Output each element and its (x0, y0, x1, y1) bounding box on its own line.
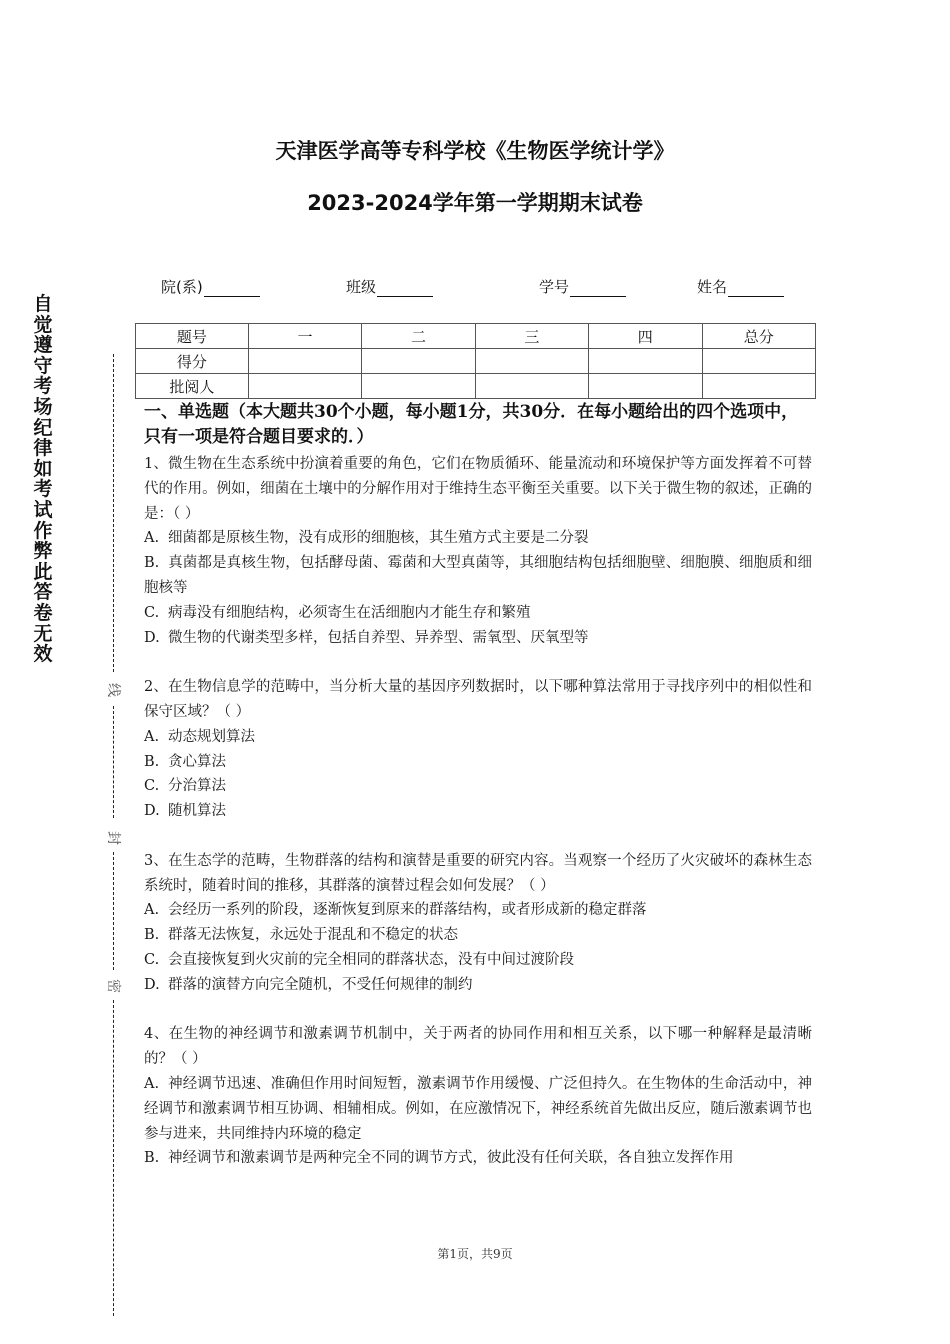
option-text: 群落无法恢复，永远处于混乱和不稳定的状态 (168, 927, 458, 944)
question-3 (144, 849, 812, 998)
option-label: B. (144, 753, 160, 770)
option-text: 随机算法 (168, 803, 226, 820)
score-table-header: 四 (589, 324, 702, 349)
option-text: 细菌都是原核生物，没有成形的细胞核，其生殖方式主要是二分裂 (168, 530, 589, 547)
option-a[interactable] (144, 898, 812, 923)
option-a[interactable] (144, 1072, 812, 1146)
option-text: 会经历一系列的阶段，逐渐恢复到原来的群落结构，或者形成新的稳定群落 (168, 902, 647, 919)
question-stem: 1、微生物在生态系统中扮演着重要的角色，它们在物质循环、能量流动和环境保护等方面发挥着不可替代的作用。例如，细菌在土壤中的分解作用对于维持生态平衡至关重要。以下关于微生物的叙述，正确的是：（ ） (144, 456, 812, 522)
option-b[interactable] (144, 750, 812, 775)
question-4 (144, 1022, 812, 1171)
option-b[interactable] (144, 923, 812, 948)
score-cell[interactable] (248, 349, 361, 374)
question-2 (144, 675, 812, 824)
option-label: A. (144, 902, 160, 919)
option-label: C. (144, 951, 160, 968)
score-table-header: 题号 (136, 324, 249, 349)
name-field[interactable] (697, 276, 784, 297)
score-table-header: 总分 (702, 324, 815, 349)
grader-cell[interactable] (702, 374, 815, 399)
department-label: 院(系) (161, 278, 203, 296)
option-a[interactable] (144, 725, 812, 750)
question-stem: 4、在生物的神经调节和激素调节机制中，关于两者的协同作用和相互关系，以下哪一种解释是最清晰的？（ ） (144, 1026, 812, 1068)
option-b[interactable] (144, 551, 812, 601)
score-table-header: 三 (475, 324, 588, 349)
score-table-header-row (136, 324, 816, 349)
option-label: B. (144, 927, 160, 944)
score-table (135, 323, 816, 399)
score-cell[interactable] (702, 349, 815, 374)
option-text: 贪心算法 (168, 753, 226, 770)
option-c[interactable] (144, 948, 812, 973)
binding-dashed-line (113, 852, 114, 970)
option-text: 会直接恢复到火灾前的完全相同的群落状态，没有中间过渡阶段 (168, 951, 574, 968)
score-cell[interactable] (362, 349, 475, 374)
option-label: B. (144, 1150, 160, 1167)
option-d[interactable] (144, 626, 812, 651)
option-d[interactable] (144, 973, 812, 998)
score-row-label: 得分 (136, 349, 249, 374)
option-label: C. (144, 604, 160, 621)
option-text: 微生物的代谢类型多样，包括自养型、异养型、需氧型、厌氧型等 (168, 629, 589, 646)
binding-dashed-line (113, 706, 114, 818)
binding-dashed-line (113, 354, 114, 672)
option-text: 动态规划算法 (168, 728, 255, 745)
option-label: A. (144, 1075, 160, 1092)
option-label: A. (144, 530, 160, 547)
binding-label-line: 线 (105, 683, 121, 697)
exam-title-term: 2023-2024学年第一学期期末试卷 (307, 191, 643, 215)
score-table-row-grader (136, 374, 816, 399)
score-table-header: 二 (362, 324, 475, 349)
grader-cell[interactable] (475, 374, 588, 399)
question-1 (144, 452, 812, 650)
grader-row-label: 批阅人 (136, 374, 249, 399)
binding-label-secret: 密 (105, 979, 121, 993)
option-label: D. (144, 976, 160, 993)
option-label: C. (144, 778, 160, 795)
option-text: 病毒没有细胞结构，必须寄生在活细胞内才能生存和繁殖 (168, 604, 531, 621)
option-c[interactable] (144, 601, 812, 626)
name-blank[interactable] (728, 281, 784, 297)
option-label: B. (144, 555, 160, 572)
option-label: D. (144, 629, 160, 646)
class-label: 班级 (346, 278, 377, 296)
binding-label-seal: 封 (105, 831, 121, 845)
option-text: 神经调节迅速、准确但作用时间短暂，激素调节作用缓慢、广泛但持久。在生物体的生命活动中，神经调节和激素调节相互协调、相辅相成。例如，在应激情况下，神经系统首先做出反应，随后激素调节也参与进来，共同维持内环境的稳定 (144, 1075, 812, 1142)
grader-cell[interactable] (248, 374, 361, 399)
name-label: 姓名 (697, 278, 728, 296)
student-id-blank[interactable] (570, 281, 626, 297)
page-number-footer: 第1页，共9页 (437, 1247, 513, 1261)
grader-cell[interactable] (589, 374, 702, 399)
department-field[interactable] (161, 276, 260, 297)
score-cell[interactable] (589, 349, 702, 374)
class-field[interactable] (346, 276, 433, 297)
student-id-label: 学号 (539, 278, 570, 296)
option-d[interactable] (144, 799, 812, 824)
score-cell[interactable] (475, 349, 588, 374)
option-text: 真菌都是真核生物，包括酵母菌、霉菌和大型真菌等，其细胞结构包括细胞壁、细胞膜、细胞质和细胞核等 (144, 555, 812, 596)
score-table-row-score (136, 349, 816, 374)
score-table-header: 一 (248, 324, 361, 349)
question-stem: 2、在生物信息学的范畴中，当分析大量的基因序列数据时，以下哪种算法常用于寻找序列中的相似性和保守区域？（ ） (144, 679, 812, 720)
option-a[interactable] (144, 526, 812, 551)
option-b[interactable] (144, 1146, 812, 1171)
grader-cell[interactable] (362, 374, 475, 399)
exam-discipline-notice: 自觉遵守考场纪律如考试作弊此答卷无效 (33, 293, 53, 666)
option-text: 神经调节和激素调节是两种完全不同的调节方式，彼此没有任何关联，各自独立发挥作用 (168, 1150, 734, 1167)
option-text: 分治算法 (168, 778, 226, 795)
student-info-row (0, 276, 950, 300)
class-blank[interactable] (377, 281, 433, 297)
question-list (144, 452, 812, 1196)
option-c[interactable] (144, 774, 812, 799)
binding-dashed-line (113, 1000, 114, 1316)
section-heading-single-choice: 一、单选题（本大题共30个小题，每小题1分，共30分．在每小题给出的四个选项中，只有一项是符合题目要求的．） (144, 402, 799, 447)
student-id-field[interactable] (539, 276, 626, 297)
option-label: A. (144, 728, 160, 745)
option-text: 群落的演替方向完全随机，不受任何规律的制约 (168, 976, 473, 993)
department-blank[interactable] (204, 281, 260, 297)
option-label: D. (144, 803, 160, 820)
question-stem: 3、在生态学的范畴，生物群落的结构和演替是重要的研究内容。当观察一个经历了火灾破坏的森林生态系统时，随着时间的推移，其群落的演替过程会如何发展？（ ） (144, 852, 812, 894)
exam-title-school-course: 天津医学高等专科学校《生物医学统计学》 (275, 139, 675, 163)
exam-title (0, 136, 950, 218)
